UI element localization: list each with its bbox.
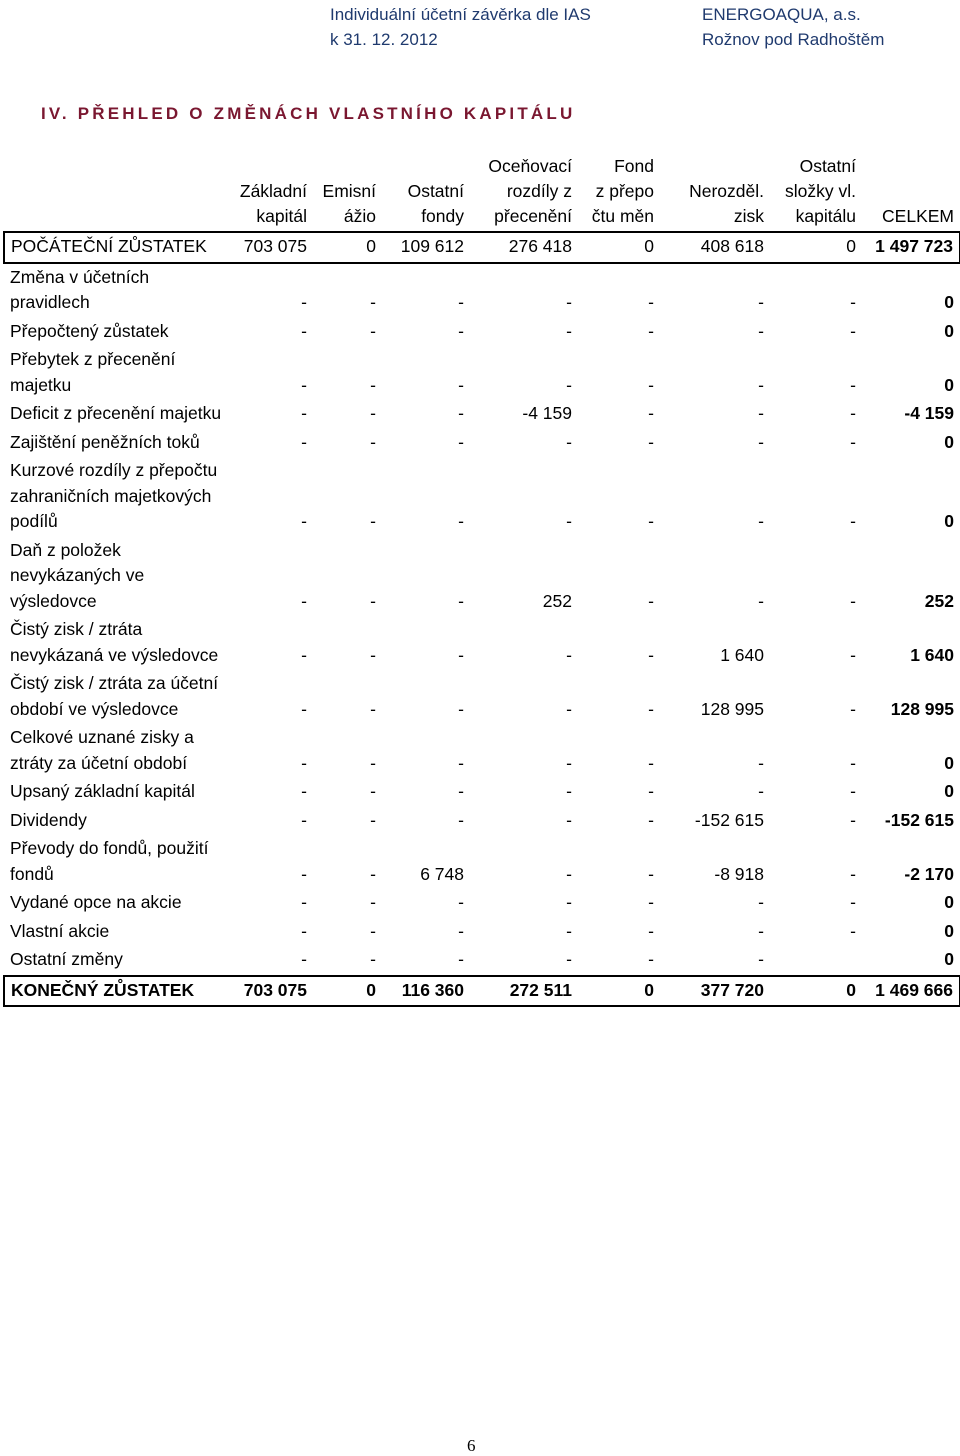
row-label: Daň z položek nevykázaných ve výsledovce — [10, 539, 145, 611]
row-label: Deficit z přecenění majetku — [10, 403, 222, 423]
value-cell: - — [370, 403, 376, 423]
value-cell: - — [758, 590, 764, 611]
total-cell: 1 640 — [910, 644, 954, 665]
value-cell: 272 511 — [470, 976, 578, 1007]
total-cell: 0 — [862, 263, 960, 318]
value-cell: - — [370, 949, 376, 969]
value-cell — [770, 946, 862, 976]
value-cell: 0 — [578, 976, 660, 1007]
company-location: Rožnov pod Radhoštěm — [702, 30, 885, 49]
value-cell: - — [301, 920, 307, 941]
value-cell: 276 418 — [470, 232, 578, 263]
total-cell: -2 170 — [904, 863, 954, 884]
value-cell: 0 — [770, 232, 862, 263]
column-header-line: rozdíly z — [506, 181, 572, 201]
column-header-line: zisk — [733, 206, 764, 226]
value-cell: - — [370, 752, 376, 773]
value-cell: - — [458, 920, 464, 941]
value-cell: - — [301, 511, 307, 531]
value-cell: - — [458, 949, 464, 969]
value-cell: - — [648, 403, 654, 423]
row-label: KONEČNÝ ZŮSTATEK — [4, 976, 236, 1007]
value-cell: - — [850, 320, 856, 341]
value-cell: - — [648, 892, 654, 912]
total-cell: 1 469 666 — [862, 976, 960, 1007]
value-cell: - — [850, 892, 856, 912]
value-cell: 0 — [313, 232, 382, 263]
table-row — [4, 807, 960, 836]
column-header-line: Emisní — [322, 181, 376, 201]
value-cell: -152 615 — [694, 809, 764, 830]
value-cell: - — [566, 698, 572, 719]
value-cell: - — [566, 511, 572, 531]
value-cell: -4 159 — [522, 403, 572, 423]
value-cell: - — [648, 752, 654, 773]
total-cell: 0 — [944, 752, 954, 773]
value-cell: - — [648, 320, 654, 341]
value-cell: - — [758, 374, 764, 395]
page-number: 6 — [467, 1436, 476, 1455]
total-cell: 0 — [944, 431, 954, 452]
value-cell: - — [566, 863, 572, 884]
equity-changes-table — [3, 152, 960, 1007]
column-header-total — [862, 152, 960, 232]
row-label: Přebytek z přecenění majetku — [10, 349, 176, 395]
value-cell: - — [370, 863, 376, 884]
table-row — [4, 318, 960, 347]
column-header — [470, 152, 578, 232]
value-cell: - — [458, 644, 464, 665]
value-cell: - — [370, 809, 376, 830]
column-header-line: Ostatní — [407, 181, 464, 201]
value-cell: - — [370, 431, 376, 452]
value-cell: -8 918 — [714, 863, 764, 884]
value-cell: 0 — [578, 232, 660, 263]
value-cell: - — [301, 863, 307, 884]
row-label: Kurzové rozdíly z přepočtu zahraničních majetkových podílů — [10, 460, 218, 531]
column-header-line: čtu měn — [591, 206, 654, 226]
value-cell: - — [301, 320, 307, 341]
column-header-line: Oceňovací — [488, 156, 572, 176]
total-cell: 252 — [924, 590, 954, 611]
value-cell: - — [850, 698, 856, 719]
value-cell: - — [301, 698, 307, 719]
report-header-right — [702, 2, 884, 52]
value-cell: - — [458, 781, 464, 801]
column-header — [660, 152, 770, 232]
value-cell: - — [566, 920, 572, 941]
value-cell: 252 — [542, 590, 572, 611]
table-row — [4, 429, 960, 458]
value-cell: - — [370, 781, 376, 801]
value-cell: 0 — [313, 976, 382, 1007]
row-label: Čistý zisk / ztráta nevykázaná ve výsledovce — [10, 619, 219, 665]
value-cell: - — [648, 644, 654, 665]
value-cell: - — [566, 781, 572, 801]
value-cell: - — [648, 511, 654, 531]
value-cell: 0 — [770, 976, 862, 1007]
total-cell: 0 — [944, 781, 954, 801]
table-row — [4, 946, 960, 976]
column-header-line: fondy — [421, 206, 464, 226]
value-cell: - — [458, 892, 464, 912]
value-cell: - — [458, 403, 464, 423]
value-cell: - — [850, 752, 856, 773]
row-label: Změna v účetních pravidlech — [10, 266, 150, 312]
value-cell: - — [758, 511, 764, 531]
column-header-line: kapitál — [256, 206, 307, 226]
total-cell: 0 — [944, 320, 954, 341]
value-cell: - — [458, 374, 464, 395]
column-header-line: CELKEM — [882, 206, 954, 226]
table-body — [4, 232, 960, 1006]
total-cell: 0 — [944, 511, 954, 531]
value-cell: - — [566, 320, 572, 341]
table-row — [4, 616, 960, 670]
table-row — [4, 724, 960, 778]
value-cell: - — [301, 403, 307, 423]
value-cell: - — [758, 320, 764, 341]
value-cell: - — [370, 374, 376, 395]
value-cell: 1 640 — [720, 644, 764, 665]
value-cell: - — [850, 511, 856, 531]
value-cell: 377 720 — [660, 976, 770, 1007]
value-cell: - — [370, 644, 376, 665]
value-cell: - — [758, 892, 764, 912]
value-cell: - — [850, 431, 856, 452]
table-row — [4, 778, 960, 807]
value-cell: - — [458, 320, 464, 341]
value-cell: 703 075 — [236, 976, 313, 1007]
value-cell: - — [850, 590, 856, 611]
column-header-line: Základní — [239, 181, 307, 201]
column-header-row — [4, 152, 960, 232]
column-header-line: přecenění — [494, 206, 572, 226]
column-header-label — [4, 152, 236, 232]
row-label: Čistý zisk / ztráta za účetní období ve výsledovce — [10, 673, 219, 719]
column-header-line: kapitálu — [795, 206, 856, 226]
row-label: Přepočtený zůstatek — [10, 320, 169, 341]
total-cell: 0 — [944, 892, 954, 912]
value-cell: - — [370, 920, 376, 941]
value-cell: - — [301, 949, 307, 969]
value-cell: - — [301, 292, 307, 312]
total-cell: 128 995 — [890, 698, 954, 719]
value-cell: - — [648, 374, 654, 395]
column-header-line: složky vl. — [785, 181, 856, 201]
value-cell: - — [370, 590, 376, 611]
value-cell: - — [458, 590, 464, 611]
table-row — [4, 346, 960, 400]
value-cell: - — [648, 949, 654, 969]
table-row — [4, 400, 960, 429]
value-cell: - — [648, 292, 654, 312]
value-cell: - — [301, 644, 307, 665]
value-cell: - — [566, 292, 572, 312]
value-cell: - — [850, 809, 856, 830]
value-cell: - — [850, 374, 856, 395]
table-row — [4, 976, 960, 1007]
value-cell: - — [566, 949, 572, 969]
value-cell: - — [850, 292, 856, 312]
value-cell: - — [758, 403, 764, 423]
value-cell: - — [458, 431, 464, 452]
row-label: Upsaný základní kapitál — [10, 781, 195, 801]
value-cell: - — [370, 292, 376, 312]
value-cell: - — [758, 920, 764, 941]
total-cell: 1 497 723 — [862, 232, 960, 263]
value-cell: - — [850, 781, 856, 801]
report-type: Individuální účetní závěrka dle IAS — [330, 5, 591, 24]
column-header — [236, 152, 313, 232]
table-row — [4, 918, 960, 947]
section-title: IV. PŘEHLED O ZMĚNÁCH VLASTNÍHO KAPITÁLU — [41, 104, 576, 123]
value-cell: - — [648, 863, 654, 884]
value-cell: 703 075 — [236, 232, 313, 263]
row-label: Dividendy — [10, 809, 87, 830]
value-cell: 128 995 — [700, 698, 764, 719]
column-header — [313, 152, 382, 232]
row-label: Vlastní akcie — [10, 920, 110, 941]
value-cell: - — [370, 320, 376, 341]
value-cell: - — [458, 511, 464, 531]
total-cell: -4 159 — [904, 403, 954, 423]
value-cell: - — [370, 511, 376, 531]
value-cell: - — [648, 698, 654, 719]
value-cell: - — [850, 920, 856, 941]
column-header-line: Fond — [614, 156, 654, 176]
table-row — [4, 889, 960, 918]
value-cell: - — [458, 698, 464, 719]
value-cell: - — [566, 374, 572, 395]
value-cell: - — [566, 892, 572, 912]
table-row — [4, 263, 960, 318]
report-header-left — [330, 2, 591, 52]
value-cell: - — [648, 920, 654, 941]
value-cell: 408 618 — [660, 232, 770, 263]
row-label: Zajištění peněžních toků — [10, 431, 200, 452]
column-header — [382, 152, 470, 232]
value-cell: - — [758, 752, 764, 773]
value-cell: - — [758, 781, 764, 801]
column-header-line: Ostatní — [799, 156, 856, 176]
value-cell: - — [458, 809, 464, 830]
value-cell: - — [301, 892, 307, 912]
table-row — [4, 835, 960, 889]
value-cell: 109 612 — [382, 232, 470, 263]
table-row — [4, 232, 960, 263]
row-label: Vydané opce na akcie — [10, 892, 182, 912]
value-cell: - — [301, 374, 307, 395]
value-cell: - — [301, 752, 307, 773]
value-cell: - — [850, 403, 856, 423]
row-label: Celkové uznané zisky a ztráty za účetní období — [10, 727, 194, 773]
value-cell: - — [648, 431, 654, 452]
value-cell: - — [850, 863, 856, 884]
company-name: ENERGOAQUA, a.s. — [702, 5, 861, 24]
value-cell: - — [301, 431, 307, 452]
column-header — [578, 152, 660, 232]
value-cell: - — [566, 644, 572, 665]
column-header-line: Nerozděl. — [689, 181, 764, 201]
table-row — [4, 457, 960, 537]
value-cell: - — [458, 292, 464, 312]
table-row — [4, 537, 960, 617]
column-header-line: ážio — [343, 206, 376, 226]
column-header — [770, 152, 862, 232]
value-cell: 6 748 — [420, 863, 464, 884]
value-cell: - — [648, 809, 654, 830]
row-label: Převody do fondů, použití fondů — [10, 838, 209, 884]
value-cell: - — [566, 752, 572, 773]
value-cell: - — [648, 590, 654, 611]
value-cell: - — [758, 431, 764, 452]
total-cell: 0 — [944, 920, 954, 941]
report-date: k 31. 12. 2012 — [330, 30, 438, 49]
value-cell: - — [370, 892, 376, 912]
value-cell: - — [648, 781, 654, 801]
value-cell: - — [566, 431, 572, 452]
value-cell: - — [850, 644, 856, 665]
value-cell: - — [301, 809, 307, 830]
value-cell: - — [758, 949, 764, 969]
value-cell: - — [301, 590, 307, 611]
value-cell: - — [370, 698, 376, 719]
row-label: Ostatní změny — [10, 949, 123, 969]
value-cell: - — [458, 752, 464, 773]
row-label: POČÁTEČNÍ ZŮSTATEK — [4, 232, 236, 263]
total-cell: -152 615 — [884, 809, 954, 830]
total-cell: 0 — [862, 946, 960, 976]
value-cell: - — [301, 781, 307, 801]
table-row — [4, 670, 960, 724]
column-header-line: z přepo — [595, 181, 654, 201]
value-cell: 116 360 — [382, 976, 470, 1007]
value-cell: - — [758, 292, 764, 312]
value-cell: - — [566, 809, 572, 830]
total-cell: 0 — [944, 374, 954, 395]
